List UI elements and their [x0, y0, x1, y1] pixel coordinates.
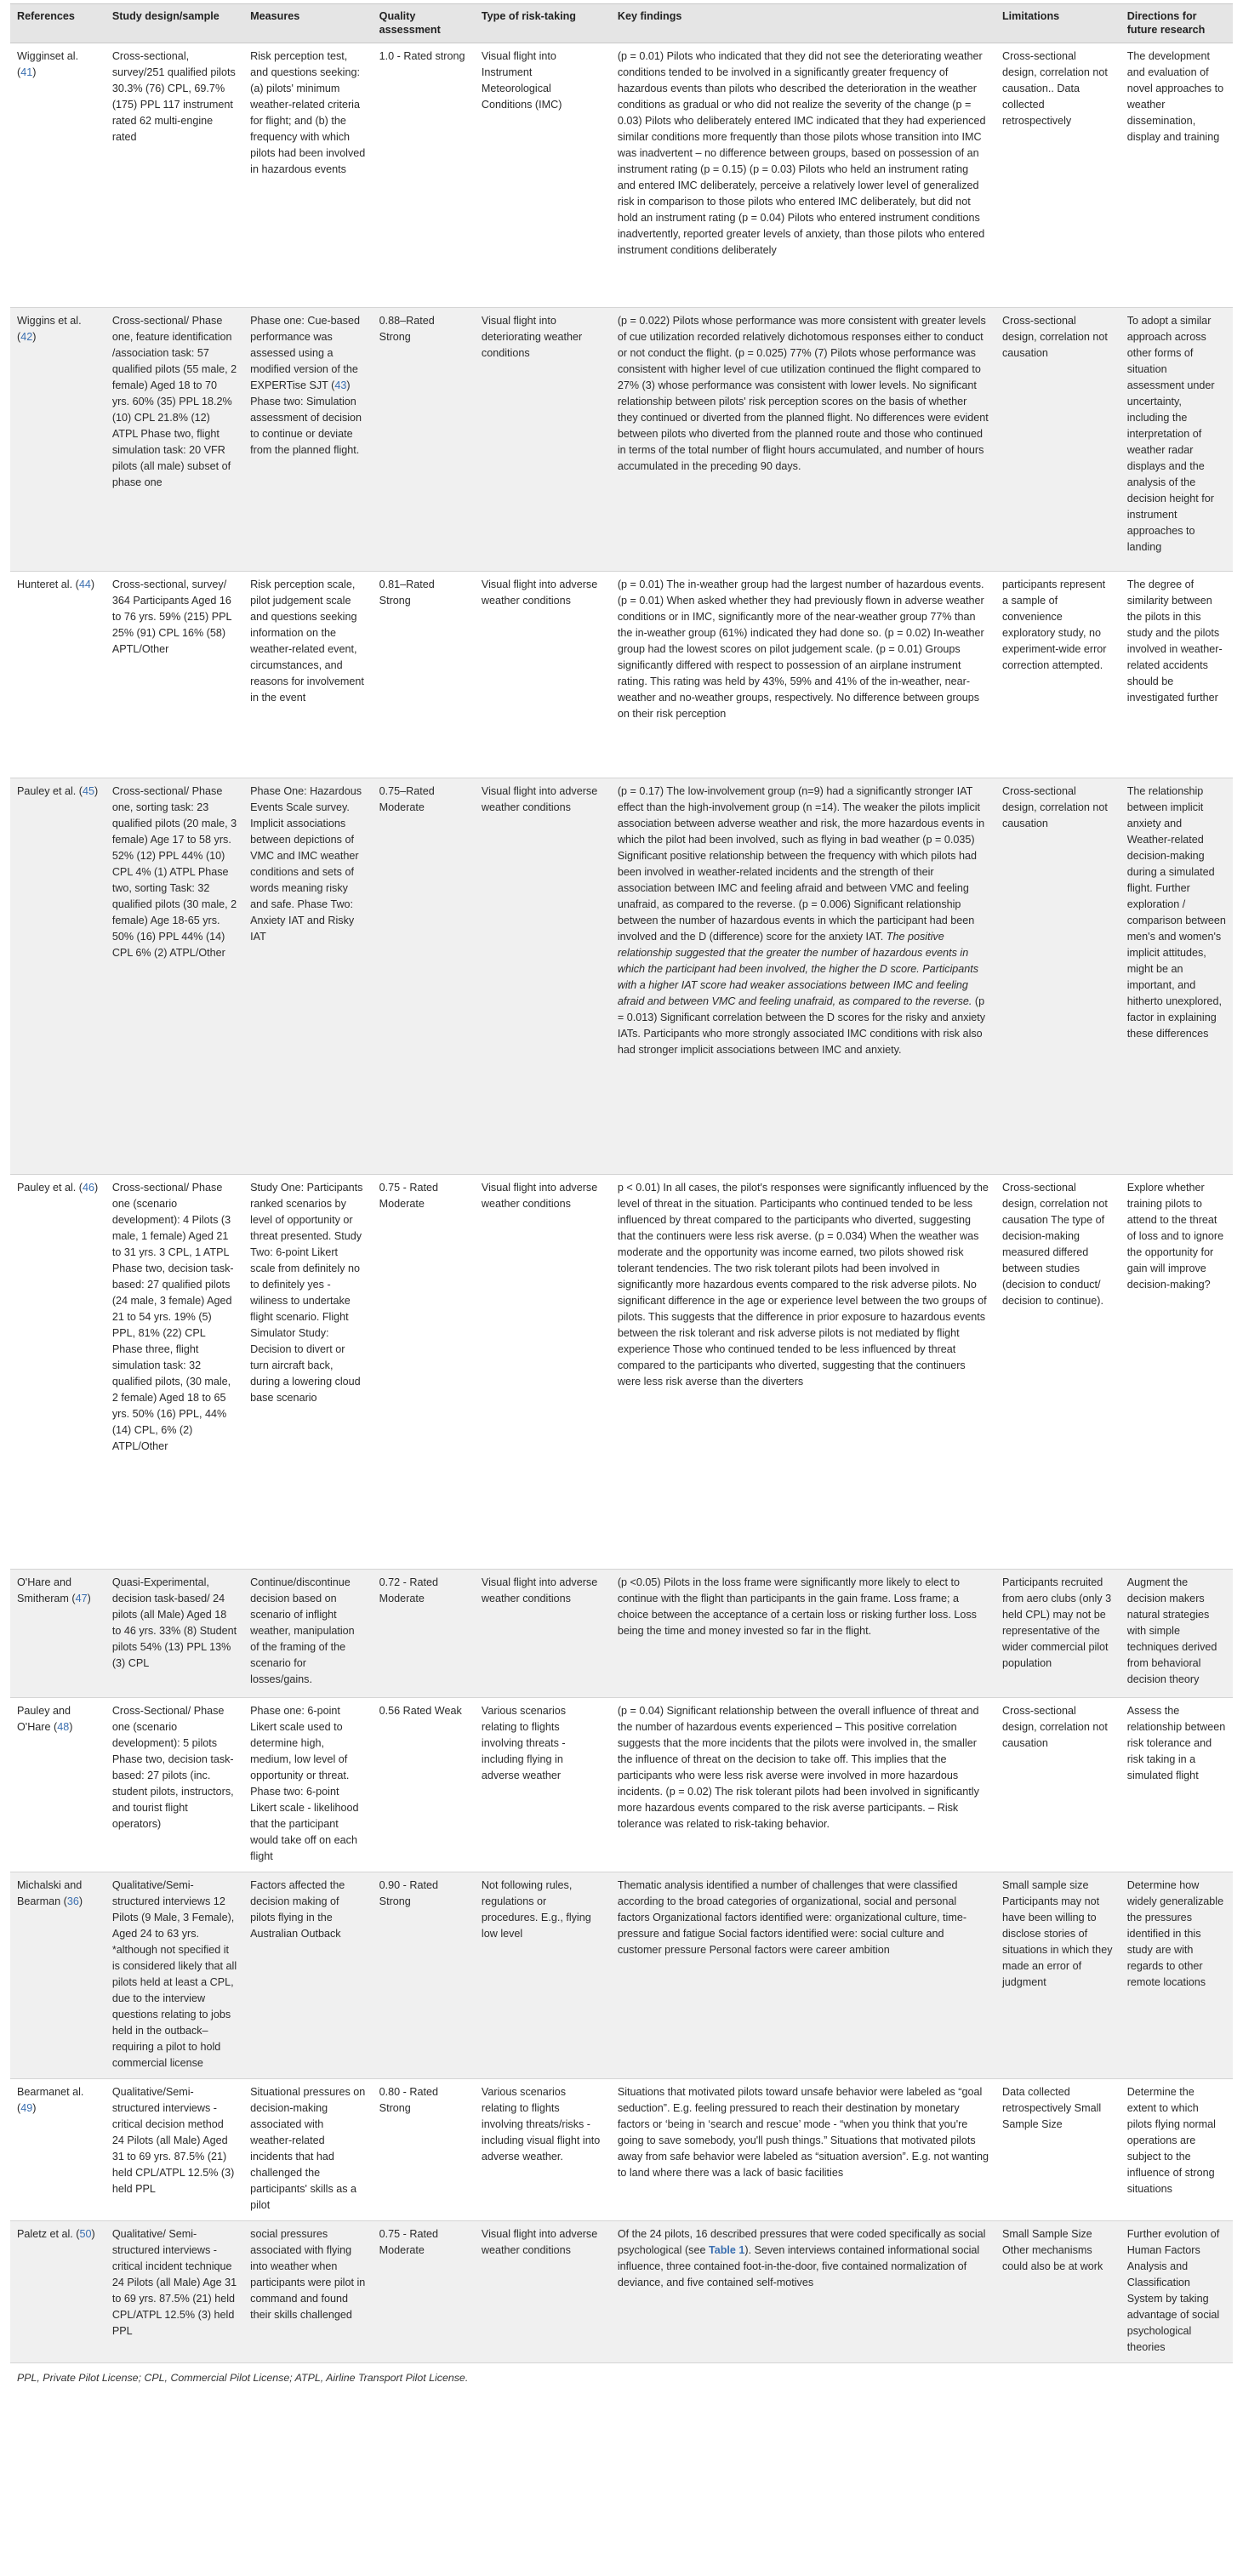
studies-table [10, 3, 1233, 2363]
cell-findings [611, 2221, 995, 2363]
header-measures: Measures [243, 4, 373, 43]
cell-measures: Phase One: Hazardous Events Scale survey. Implicit associations between depictions of VMC and IMC weather conditions and sets of words meaning risky and safe. Phase Two: Anxiety IAT and Risky IAT [243, 778, 373, 1175]
header-quality: Quality assessment [373, 4, 475, 43]
table-row [10, 308, 1233, 572]
cell-measures: Risk perception test, and questions seeking: (a) pilots' minimum weather-related criteria for flight; and (b) the frequency with which pilots had been involved in hazardous events [243, 43, 373, 308]
cell-design: Quasi-Experimental, decision task-based/ 24 pilots (all Male) Aged 18 to 46 yrs. 33% (8) Student pilots 54% (13) PPL 13% (3) CPL [105, 1570, 243, 1698]
cell-quality: 0.75–Rated Moderate [373, 778, 475, 1175]
cell-design: Cross-Sectional/ Phase one (scenario development): 5 pilots Phase two, decision task-based: 27 pilots (inc. student pilots, instructors, and tourist flight operators) [105, 1698, 243, 1872]
citation-link[interactable]: 41 [20, 66, 33, 78]
cell-measures: Study One: Participants ranked scenarios by level of opportunity or threat presented. Study Two: 6-point Likert scale from definitely no to definitely yes - wiliness to undertake flight scenario. Flight Simulator Study: Decision to divert or turn aircraft back, during a lowering cloud base scenario [243, 1175, 373, 1570]
citation-link[interactable]: 49 [20, 2102, 33, 2114]
cell-quality: 0.80 - Rated Strong [373, 2079, 475, 2221]
table-row [10, 2079, 1233, 2221]
cell-type: Visual flight into deteriorating weather conditions [475, 308, 611, 572]
cell-reference: Pauley and O'Hare (48) [10, 1698, 105, 1872]
cell-directions: The development and evaluation of novel approaches to weather dissemination, display and training [1120, 43, 1233, 308]
cell-limitations: Cross-sectional design, correlation not causation The type of decision-making measured differed between studies (decision to conduct/ decision to continue). [995, 1175, 1120, 1570]
table-container [10, 0, 1233, 2384]
cell-directions: To adopt a similar approach across other forms of situation assessment under uncertainty, including the interpretation of weather radar displays and the analysis of the decision height for instrument approaches to landing [1120, 308, 1233, 572]
cell-design: Cross-sectional/ Phase one, feature identification /association task: 57 qualified pilots (55 male, 2 female) Aged 18 to 70 yrs. 60% (35) PPL 18.2% (10) CPL 21.8% (12) ATPL Phase two, flight simulation task: 20 VFR pilots (all male) subset of phase one [105, 308, 243, 572]
table-row [10, 1872, 1233, 2079]
cell-measures: Situational pressures on decision-making associated with weather-related incidents that had challenged the participants' skills as a pilot [243, 2079, 373, 2221]
cell-reference: Pauley et al. (46) [10, 1175, 105, 1570]
cell-limitations: Participants recruited from aero clubs (only 3 held CPL) may not be representative of the wider commercial pilot population [995, 1570, 1120, 1698]
cell-findings: (p = 0.01) Pilots who indicated that they did not see the deteriorating weather conditions tended to be involved in a significantly greater frequency of hazardous events than pilots who described the deterioration in the weather conditions as gradual or who did not realize the severity of the change (p = 0.03) Pilots who deliberately entered IMC indicated that they had experienced similar conditions more frequently than those pilots whose transition into IMC was inadvertent – no difference between groups, based on possession of an instrument rating (p = 0.15) (p = 0.03) Pilots who held an instrument rating and entered IMC deliberately, perceive a relatively lower level of generalized risk in comparison to those pilots who entered IMC deliberately, but did not hold an instrument rating (p = 0.04) Pilots who entered instrument conditions inadvertently, reported greater levels of anxiety, than those pilots who entered instrument conditions deliberately [611, 43, 995, 308]
table-row [10, 778, 1233, 1175]
table-row [10, 1175, 1233, 1570]
cell-quality: 0.75 - Rated Moderate [373, 1175, 475, 1570]
cell-findings: Situations that motivated pilots toward unsafe behavior were labeled as “goal seduction”. E.g. feeling pressured to reach their destination by monetary factors or ‘being in ‘search and rescue’ mode - “when you think that you're going to save somebody, you'll push things.” Situations that motivated pilots away from safe behavior were labeled as “situation aversion”. E.g. not wanting to land where there was a lack of basic facilities [611, 2079, 995, 2221]
cell-design: Cross-sectional/ Phase one (scenario development): 4 Pilots (3 male, 1 female) Aged 21 to 31 yrs. 3 CPL, 1 ATPL Phase two, decision task-based: 27 qualified pilots (24 male, 3 female) Aged 21 to 54 yrs. 19% (5) PPL, 81% (22) CPL Phase three, flight simulation task: 32 qualified pilots, (30 male, 2 female) Aged 18 to 65 yrs. 50% (16) PPL, 44% (14) CPL, 6% (2) ATPL/Other [105, 1175, 243, 1570]
cell-quality: 0.72 - Rated Moderate [373, 1570, 475, 1698]
reference-name: Michalski and Bearman [17, 1879, 83, 1907]
header-limitations: Limitations [995, 4, 1120, 43]
cell-design: Qualitative/Semi-structured interviews - critical decision method 24 Pilots (all Male) Aged 31 to 69 yrs. 87.5% (21) held CPL/ATPL 12.5% (3) held PPL [105, 2079, 243, 2221]
cell-type: Visual flight into adverse weather conditions [475, 1570, 611, 1698]
reference-name: Wigginset al. [17, 50, 79, 62]
cell-findings [611, 778, 995, 1175]
cell-type: Visual flight into adverse weather conditions [475, 572, 611, 778]
cell-findings: (p <0.05) Pilots in the loss frame were significantly more likely to elect to continue with the flight than participants in the gain frame. Loss frame; a choice between the acceptance of a certain loss or risking further loss. Loss being the time and money invested so far in the flight. [611, 1570, 995, 1698]
cell-reference: Michalski and Bearman (36) [10, 1872, 105, 2079]
reference-name: Hunteret al. [17, 578, 73, 590]
cell-reference: Wigginset al. (41) [10, 43, 105, 308]
table-1-link[interactable]: Table 1 [708, 2244, 745, 2256]
citation-link[interactable]: 43 [334, 379, 347, 391]
reference-name: Pauley et al. [17, 1182, 77, 1194]
citation-link[interactable]: 47 [75, 1593, 88, 1604]
cell-directions: Determine the extent to which pilots flying normal operations are subject to the influence of strong situations [1120, 2079, 1233, 2221]
findings-italic-text: The positive relationship suggested that the greater the number of hazardous events in which the participant had been involved, the higher the D score. Participants with a higher IAT score had weaker associations between IMC and feeling afraid and between VMC and feeling unafraid, as compared to the reverse. [617, 931, 979, 1007]
cell-type: Various scenarios relating to flights involving threats - including flying in adverse weather [475, 1698, 611, 1872]
cell-limitations: Small sample size Participants may not have been willing to disclose stories of situations in which they made an error of judgment [995, 1872, 1120, 2079]
reference-name: Paletz et al. [17, 2228, 73, 2240]
cell-limitations: Cross-sectional design, correlation not causation [995, 1698, 1120, 1872]
cell-directions: Assess the relationship between risk tolerance and risk taking in a simulated flight [1120, 1698, 1233, 1872]
cell-quality: 1.0 - Rated strong [373, 43, 475, 308]
measures-text: ) Phase two: Simulation assessment of decision to continue or deviate from the planned flight. [250, 379, 362, 456]
cell-directions: The degree of similarity between the pilots in this study and the pilots involved in weather-related accidents should be investigated further [1120, 572, 1233, 778]
cell-design: Cross-sectional/ Phase one, sorting task: 23 qualified pilots (20 male, 3 female) Age 17 to 58 yrs. 52% (12) PPL 44% (10) CPL 4% (1) ATPL Phase two, sorting Task: 32 qualified pilots (30 male, 2 female) Age 18-65 yrs. 50% (16) PPL 44% (14) CPL 6% (2) ATPL/Other [105, 778, 243, 1175]
table-row [10, 572, 1233, 778]
findings-text: ). Seven interviews contained informational social influence, three contained foot-in-the-door, five contained normalization of deviance, and five contained self-motives [617, 2244, 980, 2288]
reference-name: Pauley et al. [17, 785, 77, 797]
cell-type: Visual flight into Instrument Meteorological Conditions (IMC) [475, 43, 611, 308]
findings-text: (p = 0.013) Significant correlation between the D scores for the risky and anxiety IATs. Participants who more strongly associated IMC conditions with risk also had stronger implicit associations between IMC and anxiety. [617, 995, 986, 1056]
reference-name: Wiggins et al. [17, 315, 82, 327]
table-row [10, 1698, 1233, 1872]
citation-link[interactable]: 48 [57, 1721, 70, 1733]
cell-reference: Wiggins et al. (42) [10, 308, 105, 572]
citation-link[interactable]: 36 [66, 1895, 79, 1907]
cell-limitations: Cross-sectional design, correlation not causation [995, 778, 1120, 1175]
citation-link[interactable]: 50 [79, 2228, 92, 2240]
cell-type: Visual flight into adverse weather conditions [475, 2221, 611, 2363]
cell-findings: (p = 0.01) The in-weather group had the largest number of hazardous events. (p = 0.01) When asked whether they had previously flown in adverse weather conditions or in IMC, significantly more of the near-weather group 77% than the in-weather group (61%) indicated they had done so. (p = 0.02) In-weather group had the lowest scores on pilot judgement scale. (p = 0.01) Groups significantly differed with respect to possession of an airplane instrument rating. This rating was held by 43%, 59% and 41% of the in-weather, near-weather and no-weather groups, respectively. No difference between groups on their risk perception [611, 572, 995, 778]
cell-quality: 0.88–Rated Strong [373, 308, 475, 572]
cell-design: Cross-sectional, survey/ 364 Participants Aged 16 to 76 yrs. 59% (215) PPL 25% (91) CPL 16% (58) APTL/Other [105, 572, 243, 778]
table-header-row [10, 4, 1233, 43]
reference-name: Pauley and O'Hare [17, 1705, 71, 1733]
cell-limitations: participants represent a sample of convenience exploratory study, no experiment-wide error correction attempted. [995, 572, 1120, 778]
cell-findings: (p = 0.04) Significant relationship between the overall influence of threat and the number of hazardous events experienced – This positive correlation suggests that the more incidents that the pilots were involved in, the smaller the influence of threat on the decision to take off. This implies that the participants who were less risk averse were involved in more hazardous incidents. (p = 0.02) The risk tolerant pilots had been involved in significantly more hazardous events compared to the risk averse participants. – Risk tolerance was related to risk-taking behavior. [611, 1698, 995, 1872]
header-findings: Key findings [611, 4, 995, 43]
cell-reference: Hunteret al. (44) [10, 572, 105, 778]
cell-measures: Continue/discontinue decision based on scenario of inflight weather, manipulation of the framing of the scenario for losses/gains. [243, 1570, 373, 1698]
cell-directions: The relationship between implicit anxiety and Weather-related decision-making during a simulated flight. Further exploration / comparison between men's and women's implicit attitudes, might be an important, and hitherto unexplored, factor in explaining these differences [1120, 778, 1233, 1175]
cell-quality: 0.81–Rated Strong [373, 572, 475, 778]
cell-measures [243, 308, 373, 572]
citation-link[interactable]: 45 [83, 785, 95, 797]
cell-design: Qualitative/Semi-structured interviews 12 Pilots (9 Male, 3 Female), Aged 24 to 63 yrs. *although not specified it is considered likely that all pilots held at least a CPL, due to the interview questions relating to jobs held in the outback–requiring a pilot to hold commercial license [105, 1872, 243, 2079]
citation-link[interactable]: 46 [83, 1182, 95, 1194]
header-type: Type of risk-taking [475, 4, 611, 43]
cell-quality: 0.90 - Rated Strong [373, 1872, 475, 2079]
findings-text: (p = 0.17) The low-involvement group (n=9) had a significantly stronger IAT effect than the high-involvement group (n =14). The weaker the pilots implicit association between adverse weather and risk, the more hazardous events in which the pilot had been involved, such as flying in bad weather (p = 0.035) Significant positive relationship between the frequency with which pilots had been involved in weather-related incidents and the strength of their association between IMC and feeling afraid and between VMC and feeling unafraid, as compared to the reverse. (p = 0.006) Significant relationship between the number of hazardous events in which the participant had been involved and the D (difference) score for the anxiety IAT. [617, 785, 985, 943]
cell-directions: Augment the decision makers natural strategies with simple techniques derived from behavioral decision theory [1120, 1570, 1233, 1698]
cell-limitations: Cross-sectional design, correlation not causation [995, 308, 1120, 572]
cell-directions: Determine how widely generalizable the pressures identified in this study are with regards to other remote locations [1120, 1872, 1233, 2079]
cell-reference: O'Hare and Smitheram (47) [10, 1570, 105, 1698]
cell-measures: Factors affected the decision making of pilots flying in the Australian Outback [243, 1872, 373, 2079]
cell-reference: Bearmanet al. (49) [10, 2079, 105, 2221]
cell-type: Various scenarios relating to flights involving threats/risks - including visual flight into adverse weather. [475, 2079, 611, 2221]
cell-reference: Paletz et al. (50) [10, 2221, 105, 2363]
table-row [10, 43, 1233, 308]
citation-link[interactable]: 44 [78, 578, 91, 590]
reference-name: O'Hare and Smitheram [17, 1576, 72, 1604]
cell-quality: 0.56 Rated Weak [373, 1698, 475, 1872]
header-references: References [10, 4, 105, 43]
cell-reference: Pauley et al. (45) [10, 778, 105, 1175]
cell-type: Visual flight into adverse weather conditions [475, 778, 611, 1175]
table-footnote: PPL, Private Pilot License; CPL, Commercial Pilot License; ATPL, Airline Transport Pilot License. [17, 2372, 469, 2384]
cell-findings: p < 0.01) In all cases, the pilot's responses were significantly influenced by the level of threat in the situation. Participants who continued tended to be less influenced by threat compared to the participants who diverted, suggesting that the continuers were less risk averse. (p = 0.034) When the weather was moderate and the opportunity was income earned, two pilots showed risk tolerant tendencies. The two risk tolerant pilots had been involved in significantly more hazardous events compared to the risk adverse pilots. No significant difference in the age or experience level between the two groups of pilots. This suggests that the difference in prior exposure to hazardous events between the risk tolerant and risk adverse pilots is not mediated by flight experience Those who continued tended to be less influenced by threat compared to the participants who diverted, suggesting that the continuers were less risk averse than the diverters [611, 1175, 995, 1570]
header-study-design: Study design/sample [105, 4, 243, 43]
cell-quality: 0.75 - Rated Moderate [373, 2221, 475, 2363]
cell-directions: Further evolution of Human Factors Analysis and Classification System by taking advantage of social psychological theories [1120, 2221, 1233, 2363]
table-row [10, 2221, 1233, 2363]
cell-measures: Risk perception scale, pilot judgement scale and questions seeking information on the weather-related event, circumstances, and reasons for involvement in the event [243, 572, 373, 778]
cell-findings: Thematic analysis identified a number of challenges that were classified according to the broad categories of organizational, social and personal factors Organizational factors identified were: organizational culture, time-pressure and fatigue Social factors identified were: social culture and customer pressure Personal factors were career ambition [611, 1872, 995, 2079]
cell-findings: (p = 0.022) Pilots whose performance was more consistent with greater levels of cue utilization recorded relatively dichotomous responses either to conduct or not conduct the flight. (p = 0.025) 77% (7) Pilots whose performance was consistent with higher level of cue utilization continued the flight compared to 27% (3) whose performance was consistent with lower levels. No significant relationship between pilots' risk perception scores on the basis of whether they continued or diverted from the planned flight. No differences were evident between pilots who diverted from the planned route and those who continued in terms of the total number of flight hours accumulated, and number of hours accumulated in the preceding 90 days. [611, 308, 995, 572]
cell-design: Cross-sectional, survey/251 qualified pilots 30.3% (76) CPL, 69.7% (175) PPL 117 instrument rated 62 multi-engine rated [105, 43, 243, 308]
cell-type: Not following rules, regulations or procedures. E.g., flying low level [475, 1872, 611, 2079]
cell-type: Visual flight into adverse weather conditions [475, 1175, 611, 1570]
cell-directions: Explore whether training pilots to attend to the threat of loss and to ignore the opportunity for gain will improve decision-making? [1120, 1175, 1233, 1570]
cell-limitations: Data collected retrospectively Small Sample Size [995, 2079, 1120, 2221]
cell-design: Qualitative/ Semi-structured interviews - critical incident technique 24 Pilots (all Male) Age 31 to 69 yrs. 87.5% (21) held CPL/ATPL 12.5% (3) held PPL [105, 2221, 243, 2363]
header-directions: Directions for future research [1120, 4, 1233, 43]
citation-link[interactable]: 42 [20, 331, 33, 343]
findings-text: Of the 24 pilots, 16 described pressures that were coded specifically as social psychological (see [617, 2228, 986, 2256]
cell-measures: Phase one: 6-point Likert scale used to determine high, medium, low level of opportunity or threat. Phase two: 6-point Likert scale - likelihood that the participant would take off on each flight [243, 1698, 373, 1872]
reference-name: Bearmanet al. [17, 2086, 84, 2098]
cell-limitations: Small Sample Size Other mechanisms could also be at work [995, 2221, 1120, 2363]
cell-limitations: Cross-sectional design, correlation not causation.. Data collected retrospectively [995, 43, 1120, 308]
table-row [10, 1570, 1233, 1698]
measures-text: Phase one: Cue-based performance was assessed using a modified version of the EXPERTise SJT ( [250, 315, 360, 391]
cell-measures: social pressures associated with flying into weather when participants were pilot in command and found their skills challenged [243, 2221, 373, 2363]
